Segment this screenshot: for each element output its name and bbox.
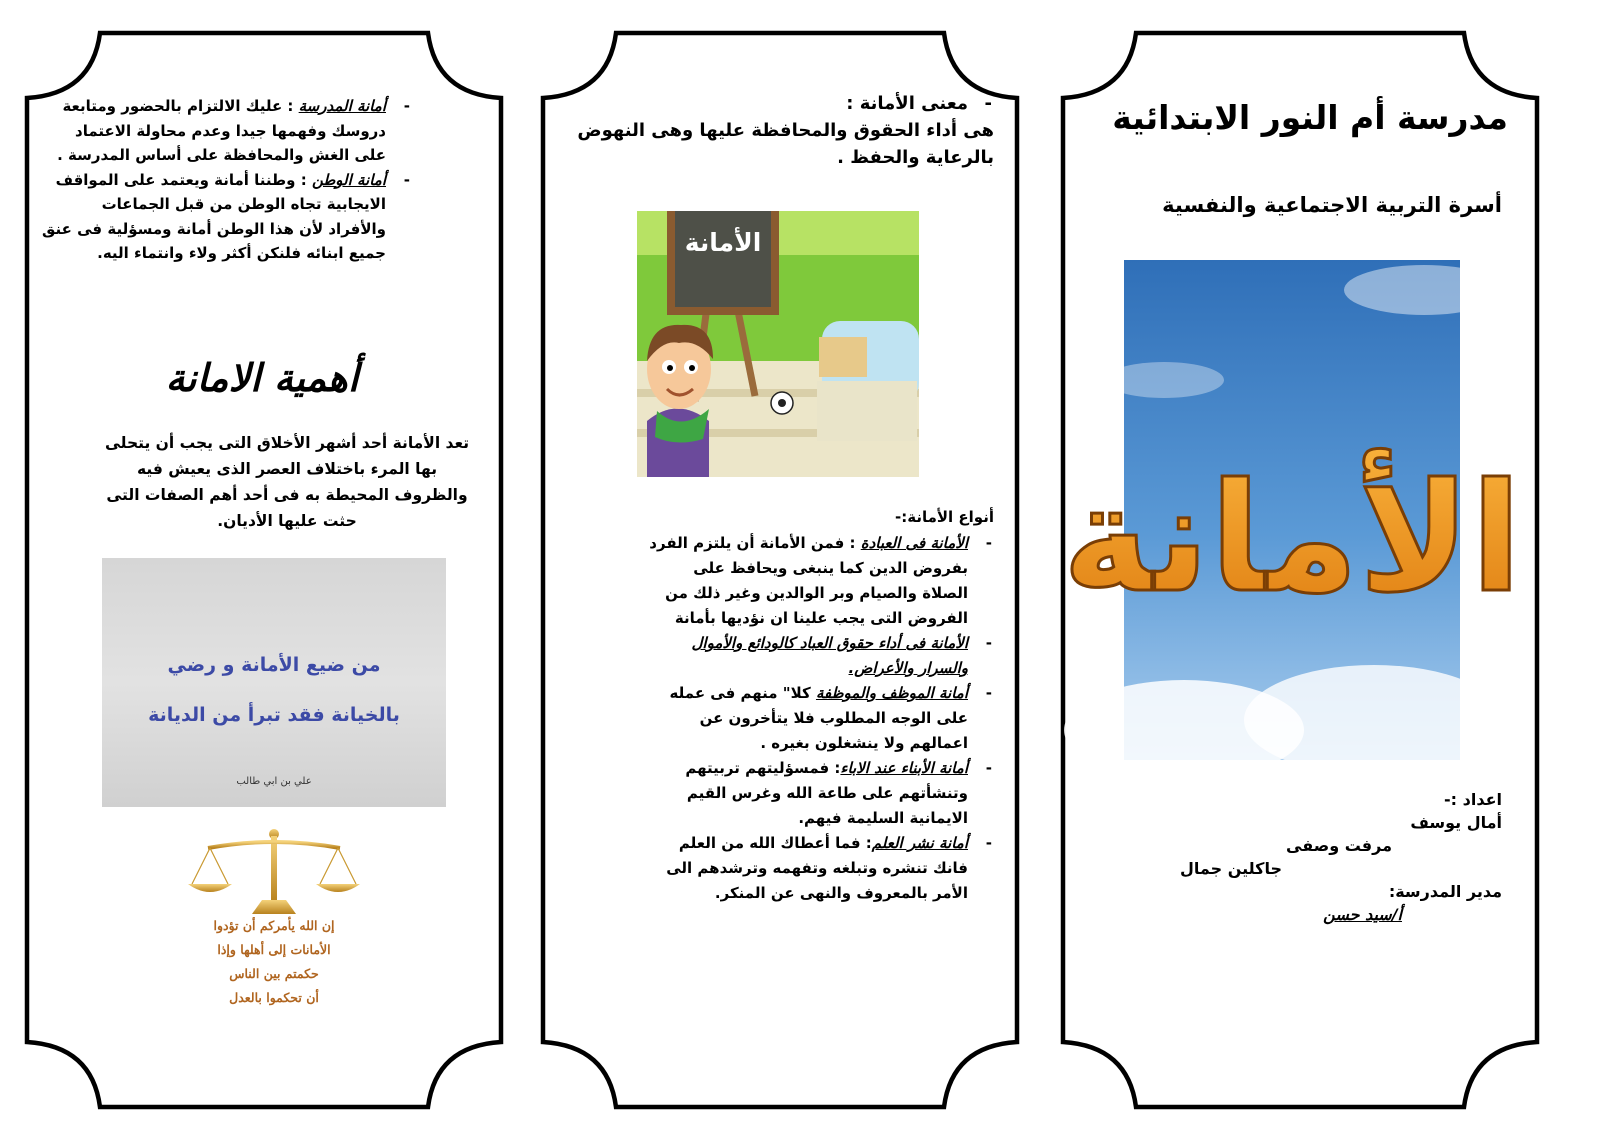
author-name: أمال يوسف: [1410, 813, 1502, 832]
prepared-label: اعداد :-: [1444, 790, 1502, 809]
verse-line: حكمتم بين الناس: [229, 966, 319, 981]
quote-card-image: [102, 558, 446, 807]
cartoon-image: [637, 211, 919, 477]
brochure-panel-center: [538, 28, 1022, 1112]
amana-sky-illustration: [1062, 260, 1522, 760]
item-label: أمانة الموظف والموظفة: [815, 684, 968, 702]
author-name: مرفت وصفى: [1286, 836, 1392, 855]
director-label: مدير المدرسة:: [1388, 882, 1502, 901]
cover-word: الأمانة: [1062, 452, 1522, 626]
list-item: [42, 94, 412, 168]
quote-author: علي بن ابي طالب: [236, 776, 312, 787]
item-text: : وطننا أمانة ويعتمد على المواقف الايجابية تجاه الوطن من قبل الجماعات والأفراد لأن هذا الوطن أمانة ومسؤلية فى عنق جميع ابنائه فلنكن أكثر ولاء وانتماء اليه.: [42, 170, 386, 262]
types-list: [644, 531, 994, 906]
item-text: : عليك الالتزام بالحضور ومتابعة دروسك وفهمها جيدا وعدم محاولة الاعتماد على الغش والمحافظة على أساس المدرسة .: [57, 97, 386, 164]
justice-scales-image: [180, 828, 368, 1012]
school-title: مدرسة أم النور الابتدائية: [1112, 98, 1508, 137]
scales-icon: [180, 828, 368, 918]
item-label: الأمانة فى أداء حقوق العباد كالودائع والأموال والسرار والأعراض.: [691, 634, 968, 677]
meaning-text: هى أداء الحقوق والمحافظة عليها وهى النهوض بالرعاية والحفظ .: [577, 120, 994, 168]
item-text: كلا" منهم فى عمله على الوجه المطلوب فلا يتأخرون عن اعمالهم ولا ينشغلون بغيره .: [669, 684, 968, 752]
item-label: أمانة المدرسة: [298, 97, 386, 115]
list-item: [644, 531, 994, 631]
cover-image: [1062, 260, 1522, 760]
quote-line-1: من ضيع الأمانة و رضي: [167, 654, 381, 676]
list-item: [644, 681, 994, 756]
prepared-by-section: [1082, 788, 1502, 926]
quote-line-2: بالخيانة فقد تبرأ من الديانة: [148, 704, 400, 726]
item-text: : فمسؤليتهم تربيتهم وتنشأتهم على طاعة الله وغرس القيم الايمانية السليمة فيهم.: [685, 759, 968, 827]
item-label: أمانة الوطن: [311, 170, 386, 189]
meaning-title: - معنى الأمانة :: [554, 90, 994, 117]
verse-line: أن تحكموا بالعدل: [229, 990, 319, 1005]
list-item: [644, 756, 994, 831]
list-item: [42, 168, 412, 266]
types-heading: أنواع الأمانة:-: [895, 508, 994, 526]
item-text: : فما أعطاك الله من العلم فانك تنشره وتبلغه وتفهمه وترشدهم الى الأمر بالمعروف والنهى عن المنكر.: [666, 834, 968, 902]
importance-heading: أهمية الامانة: [165, 356, 359, 400]
family-title: أسرة التربية الاجتماعية والنفسية: [1162, 193, 1502, 217]
quran-verse: [180, 914, 368, 1010]
verse-line: إن الله يأمركم أن تؤدوا: [213, 918, 335, 933]
author-name: جاكلين جمال: [1179, 859, 1282, 878]
brochure-panel-right: [1058, 28, 1542, 1112]
director-name: أ/سيد حسن: [1323, 905, 1402, 924]
list-item: [644, 831, 994, 906]
importance-paragraph: تعد الأمانة أحد أشهر الأخلاق التى يجب أن يتحلى بها المرء باختلاف العصر الذى يعيش فيه والظروف المحيطة به فى أحد أهم الصفات التى حثت عليها الأديان.: [104, 434, 470, 530]
item-text: : فمن الأمانة أن يلتزم الفرد بفروض الدين كما ينبغى ويحافظ على الصلاة والصيام وبر الوالدين وغير ذلك من الفروض التى يجب علينا ان نؤديها بأمانة: [649, 534, 968, 627]
left-bullet-list: [42, 94, 412, 266]
list-item: [644, 631, 994, 681]
board-word: الأمانة: [684, 228, 762, 257]
item-label: الأمانة فى العبادة: [860, 534, 968, 552]
brochure-panel-left: [22, 28, 506, 1112]
item-label: أمانة نشر العلم: [871, 834, 968, 852]
meaning-section: [554, 90, 994, 171]
boy-chalkboard-illustration: [637, 211, 919, 477]
verse-line: الأمانات إلى أهلها وإذا: [217, 942, 331, 957]
item-label: أمانة الأبناء عند الاباء: [840, 759, 968, 777]
